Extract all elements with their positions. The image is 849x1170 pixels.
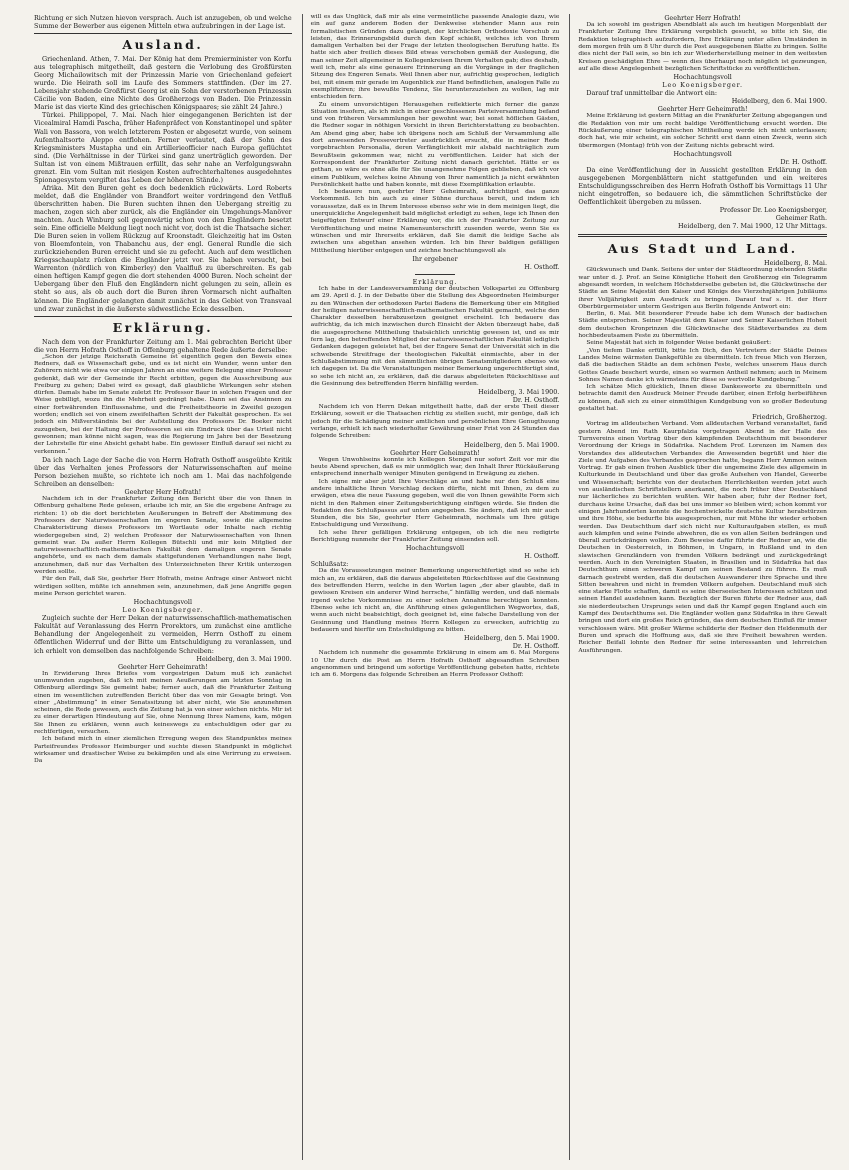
article-paragraph: Leo Koenigsberger. (662, 81, 744, 90)
article-paragraph: Friedrich, Großherzog. (752, 413, 827, 422)
article-paragraph: Schlußsatz: (310, 560, 349, 569)
article-paragraph: Nachdem ich nunmehr die gesammte Erklärung in einem am 6. Mai Morgens 10 Uhr durch die Post an Herrn Hofrath Osthoff abgesandten Schreiben angenommen und bringend um sofortige Veröffentlichung gebeten hatte, richtete ich am 6. Morgens das folgende Schreiben an Herrn Professor Osthoff: (310, 650, 560, 679)
column-2 (302, 14, 560, 1160)
divider-rule (415, 274, 455, 275)
article-paragraph: „Von tiefem Danke erfüllt, bitte Ich Dich, den Vertretern der Städte Deines Landes Meine wärmsten Dankgefühle zu übermitteln. Ich freue Mich von Herzen, daß die badischen Städte an dem schönen Feste, welches unserem Haus durch Gottes Gnade beschert wurde, einen so warmen Antheil nehmen; auch in Meinem Sohnes Namen danke ich wärmstens für diese so wertvolle Kundgebung.“ (578, 347, 827, 383)
article-paragraph: Dr. H. Osthoff. (780, 157, 827, 166)
article-paragraph: Zugleich suchte der Herr Dekan der naturwissenschaftlich-mathematischen Fakultät auf Veranlassung des Herrn Prorektors, um zunächst eine amtliche Behandlung der Angelegenheit zu vermeiden, Herrn Osthoff zu einem öffentlichen Widerruf und der Bitte um Entschuldigung zu veranlassen, und ich erhielt von demselben das nachfolgende Schreiben: (34, 614, 292, 655)
article-paragraph: Ich befand mich in einer ziemlichen Erregung wegen des Standpunktes meines Parteifreundes Professor Heimburger und suchte diesen Standpunkt in möglichst wirksamer und drastischer Weise zu bekämpfen und als eine Verirrung zu erweisen. Da (34, 736, 292, 765)
article-paragraph: „Schon der jetzige Reichsrath Gemeine ist eigentlich gegen den Beweis eines Redners, daß es Wissenschaft gebe, und es ist nicht ein Wunder, wenn unter den Zuhörern nicht wie etwa vor einigen Jahren an eine weitere Belegung einer Professur gedenkt, daß wir der Gemeinde ihr Recht erbitten, gegen die Ausschreibung aus Freiburg zu gehen; Dabei wird es gesagt, daß glaubliche Wirkungen sehr stehen dürfen. Damals habe im Senate zuletzt Hr. Professor Baur in solchen Fragen und der Weise gebilligt, wozu ihn die Mehrheit gedrängt habe. Dann sei das Ansinnen zu einer fortwährenden Einflussnahme, und die Freiheitstheorie in Zweifel gezogen worden; endlich sei von einem zweifelhaften Schritt der Fakultät gesprochen. Es sei jedoch ein Mißverständnis bei der Aufstellung des Professors Dr. Boeker nicht zuzugeben, bei der Haltung der Professoren sei ein Eindruck über das Urteil nicht gewonnen; man könne nicht sagen, was die Regierung im Jahre bei der Besetzung der Lehrstelle für eine Absicht gehabt habe. Ein gewisser Einfluß darauf sei nicht zu verkennen.“ (34, 353, 292, 455)
article-paragraph: Seine Majestät hat sich in folgender Weise bedankt geäußert: (586, 340, 772, 347)
article-paragraph: Vortrag im alldeutschen Verband. Vom alldeutschen Verband veranstaltet, fand gestern Abend im Rath Kaurpfalzia vorgetragen Abend in der Halle des Turnvereins einen Vortrag über den kämpfenden Deutschthum mit besonderer Verordnung der Kriegs in Südafrika. Nachdem Prof. Lorenzen im Namen des Vorstandes des alldeutschen Verbandes die Anwesenden begrüßt und hier die Ziele und Aufgaben des Verbandes gesprochen hatte, begann Herr Ammon seinen Vortrag. Er gab einen frohen Ausblick über die ungemeine Ziele des allgemein in Kulturkunde in Deutschland und über das große Aufsehen von Handel, Gewerbe und Wissenschaft; berichte von der deutschen Herrlichkeiten werden jetzt auch von ausländischen Schriftstellern anerkannt, die noch früher über Deutschland nur lächerliches zu berichten wußten. Wir haben aber, fuhr der Redner fort, durchaus keine Ursache, daß das bei uns immer so bleiben wird; schon kommt vor einigen Jahrhunderten konnte die hochentwickelte deutsche Kultur herabstürzen und ihre Höhe, sie bedurfte bis ausgesprochen, nur mit Mühe ihr wieder erhoben werden. Das Deutschthum darf sich nicht nur Kulturaufgaben stellen, es muß auch kämpfen und seine Feinde abwehren, die es von allen Seiten bedrängen und überall zurückdrängen wollen. Zum Beweise dafür führte der Redner an, wie die Deutschen in Oesterreich, in Böhmen, in Ungarn, in Rußland und in den slawischen Grenzländern von fremden Völkern bedrängt und zurückgedrängt werden. Auch in den Vereinigten Staaten, in Brasilien und in Südafrika hat das Deutschthum einen schweren Kampf um seinen Bestand zu führen. Es muß darnach gestrebt werden, daß die deutschen Auswanderer ihre Sprache und ihre Sitten bewahren und nicht in fremden Völkern aufgehen. Deutschland muß sich eine starke Flotte schaffen, damit es seine überseeischen Interessen schützen und seinen Handel ausdehnen kann. Bezüglich der Buren führte der Redner aus, daß sie niederdeutschen Ursprungs seien und daß ihr Kampf gegen England auch ein Kampf des Deutschthums sei. Die Engländer wollen ganz Südafrika in ihre Gewalt bringen und dort ein großes Reich gründen, das dem deutschen Einfluß für immer verschlossen wäre. Mit großer Wärme schilderte der Redner den Heldenmuth der Buren und sprach die Hoffnung aus, daß sie ihre Freiheit bewahren werden. Reicher Beifall lohnte den Redner für seine interessanten und lehrreichen Ausführungen. (578, 421, 827, 654)
article-paragraph: H. Osthoff. (524, 552, 560, 561)
article-paragraph: Geehrter Herr Geheimrath! (117, 662, 208, 671)
section-heading: Aus Stadt und Land. (607, 241, 798, 257)
article-paragraph: Ich sehe Ihrer gefälligen Erklärung entgegen, ob ich die neu redigirte Berichtigung nunmehr der Frankfurter Zeitung einsenden soll. (310, 529, 560, 544)
article-paragraph: Wegen Unwohlseins konnte ich Kollegen Stengel nur sofort Zeit vor mir die heute Abend sprechen, daß es mir unmöglich war, den Inhalt Ihrer Rückäußerung entsprechend innerhalb weniger Minuten genügend in Erwägung zu ziehen. (310, 456, 560, 478)
article-paragraph: Nachdem ich in der Frankfurter Zeitung den Bericht über die von Ihnen in Offenburg gehaltene Rede gelesen, erlaube ich mir, an Sie die ergebene Anfrage zu richten: 1) ob die dort berichteten Aeußerungen in Betreff der Abstimmung des Professors der Naturwissenschaften im engeren Senate, sowie die allgemeine Charakteristirung dieses Professors im Wortlaute oder Inhalte nach richtig wiedergegeben sind, 2) welchen Professor der Naturwissenschaften von Ihnen gemeint war. Da außer Herrn Kollegen Bütschli und mir kein Mitglied der naturwissenschaftlich-mathematischen Fakultät dem damaligen engeren Senate angehörte, und es nach dem damals stattgefundenen Verhandlungen nahe liegt, anzunehmen, daß nur das Verhalten des Unterzeichneten Ihrer Kritik unterzogen werden sollte. (34, 496, 292, 576)
column-container (34, 14, 827, 1160)
article-paragraph: Hochachtungsvoll (673, 149, 732, 158)
article-paragraph: Ich eigne mir aber jetzt Ihre Vorschläge an und habe nur den Schluß eine andere inhaltliche Ihren Vorschlag decken dürfte, nicht mit Ihnen, zu dem zu erwägen, etwa die neue Fassung gegeben, weil die von Ihnen gewählte Form sich nicht in den Rahmen einer Zeitungsberichtigung einfügen würde. Sie finden die Redaktion des Schlußpassus auf unten angegeben. Sie ändern, daß ich mir auch Stunden, die bis Sie, geehrter Herr Geheimrath, nochmals um Ihre gütige Entschuldigung und Verzeihung. (310, 478, 560, 529)
article-paragraph: Dr. H. Osthoff. (512, 642, 560, 651)
article-paragraph: Geehrter Herr Hofrath! (124, 488, 202, 497)
article-paragraph: Da eine Veröffentlichung der in Aussicht gestellten Erklärung in den ausgegebenen Morgenblättern nicht stattgefunden und ein weiteres Entschuldigungsschreiben des Herrn Hofrath Osthoff bis Vormittags 11 Uhr nicht eingetroffen, so bedauere ich, die sämmtlichen Schriftstücke der Oeffentlichkeit übergeben zu müssen. (578, 165, 827, 207)
article-paragraph: Hochachtungsvoll (133, 598, 192, 607)
column-3 (569, 14, 827, 1160)
article-paragraph: Da ich nach Lage der Sache die von Herrn Hofrath Osthoff ausgeübte Kritik über das Verhalten jenes Professors der Naturwissenschaften auf meine Person beziehen mußte, so richtete ich noch am 1. Mai das nachfolgende Schreiben an denselben: (34, 455, 292, 488)
article-paragraph: Nachdem ich von Herrn Dekan mitgetheilt hatte, daß der erste Theil dieser Erklärung, soweit er die Thatsachen richtig zu stellen sucht, mir genüge, daß ich jedoch für die Schädigung meiner amtlichen und persönlichen Ehre Genugthuung verlange, erhielt ich nach wiederholter Gewährung einer Frist von 24 Stunden das folgende Schreiben: (310, 404, 560, 440)
divider-rule (34, 33, 292, 34)
article-paragraph: Erklärung. (412, 277, 458, 286)
article-paragraph: Geehrter Herr Hofrath! (664, 14, 741, 22)
section-heading: Ausland. (122, 37, 204, 53)
article-paragraph: Meine Erklärung ist gestern Mittag an die Frankfurter Zeitung abgegangen und die Redaktion von mir um recht baldige Veröffentlichung ersucht worden. Die Rückäußerung einer telegraphischen Mittheilung werde ich nicht unterlassen; doch hat, wie mir scheint, ein solcher Schritt erst dann einen Zweck, wenn sich übermorgen (Montag) früh von der Zeitung nichts gebracht wird. (578, 113, 827, 149)
article-paragraph: Heidelberg, den 5. Mai 1900. (464, 634, 560, 643)
article-paragraph: Darauf traf unmittelbar die Antwort ein: (586, 89, 718, 98)
article-paragraph: Türkei. Philippopel, 7. Mai. Nach hier eingegangenen Berichten ist der Vicealmiral Hamdi Pascha, früher Hafenpräfect von Konstantinopel und später Wali von Bassora, von welch letzterem Posten er abgesetzt wurde, von seinem Aufenthaltsorte Aleppo entflohen. Ferner verlautet, daß der Sohn des Kriegsministers Mustapha und ein Artillerieofficier nach Europa geflüchtet sind. (Die Verhältnisse in der Türkei sind ganz unerträglich geworden. Der Sultan ist von einem Mißtrauen erfüllt, das sehr nahe an Verfolgungswahn grenzt. Ein vom Sultan mit riesigen Kosten aufrechterhaltenes ausgedehntes Spionagesystem vergiftet das Leben der höheren Stände.) (34, 111, 292, 184)
divider-rule (578, 234, 827, 237)
article-paragraph: Berlin, 6. Mai. Mit besonderer Freude habe ich dem Wunsch der badischen Städte entsprochen. Seiner Majestät dem Kaiser und Seiner Kaiserlichen Hoheit dem deutschen Kronprinzen die Glückwünsche des Städteverbandes zu dem hochbedeutsamen Feste zu übermitteln. (578, 311, 827, 340)
article-paragraph: Nach dem von der Frankfurter Zeitung am 1. Mai gebrachten Bericht über die von Herrn Hofrath Osthoff in Offenburg gehaltene Rede äußerte derselbe: (34, 337, 292, 354)
article-paragraph: Ich habe in der Landesversammlung der deutschen Volkspartei zu Offenburg am 29. April d. J. in der Debatte über die Stellung des Abgeordneten Heimburger zu den Wünschen der orthodoxen Partei Badens die Bemerkung über ein Mitglied der heiligen naturwissenschaftlich-mathematischen Fakultät gemacht, welche den Charakter desselben herabzusetzen geeignet erscheint. Ich bedauere das aufrichtig, da ich mich inzwischen durch Einsicht der Akten überzeugt habe, daß die ausgesprochene Mittheilung thatsächlich unrichtig gewesen ist, und es mir fern lag, den betreffenden Mitglied der naturwissenschaftlichen Fakultät lediglich Gedanken dagegen geleistet hat, bei der Engere Senat der Universität sich in die schwebende Streitfrage der theologischen Fakultät einmischte, aber in der Schlußabstimmung mit den sämmtlichen übrigen Senatsmitgliedern ebenso wie ich dagegen ist. Da die Veranstaltungen meiner Bemerkung ungerechtfertigt sind, so sehe ich nicht an, zu erklären, daß die daraus abgeleiteten Rückschlüsse auf die Gesinnung des betreffenden Herrn hinfällig werden. (310, 285, 560, 387)
article-paragraph: Heidelberg, 8. Mai. (764, 259, 827, 268)
article-paragraph: Leo Koenigsberger. (122, 606, 204, 615)
article-paragraph: In Erwiderung Ihres Briefes vom vorgestrigen Datum muß ich zunächst unumwunden zugeben, daß ich mit meinen Aeußerungen am letzten Sonntag in Offenburg allerdings Sie gemeint habe; ferner auch, daß die Frankfurter Zeitung einen im wesentlichen zutreffenden Bericht über das von mir Gesagte bringt. Von einer „Abstimmung“ in einer Senatssitzung ist aber nicht, wie Sie anzunehmen scheinen, die Rede gewesen, auch die Zeitung hat ja von einer solchen nichts. Mir ist zu einer derartigen Hindeutung auf Sie, ohne Nennung Ihres Namens, kam, mögen Sie Ihnen zu erklären, wenn auch keineswegs zu entschuldigen oder gar zu rechtfertigen, versuchen. (34, 670, 292, 736)
article-paragraph: Afrika. Mit den Buren geht es doch bedenklich rückwärts. Lord Roberts meldet, daß die Engländer von Brandfort weiter vordringend den Vetfluß überschritten haben. Die Buren suchten ihnen den Uebergang streitig zu machen, zogen sich aber zurück, als die Engländer ein Umgehungs-Manöver machten. Auch Winburg soll gegenwärtig schon von den Engländern besetzt sein. Eine officielle Meldung liegt noch nicht vor, doch ist die Thatsache sicher. Die Buren seien in vollem Rückzug auf Kroonstadt. Gleichzeitig hat im Osten von Bloemfontein, von Thabanchu aus, der engl. General Rundle die sich zurückziehenden Buren erreicht und sie zu gefecht. Auch auf dem westlichen Kriegsschauplatz rücken die Engländer jetzt vor. Sie haben versucht, bei Warrenton (nördlich von Kimberley) den Vaalfluß zu überschreiten. Es gab einen heftigen Kampf gegen die dort stehenden 4000 Buren. Noch scheint der Uebergang über den Fluß den Engländern nicht gelungen zu sein, allein es steht so aus, als ob auch dort die Buren ihren Vormarsch nicht aufhalten können. Die Engländer gelangten damit zunächst in das Gebiet von Transvaal und zwar zunächst in die äußerste südwestliche Ecke desselben. (34, 183, 292, 313)
article-paragraph: H. Osthoff. (524, 262, 560, 271)
article-paragraph: Hochachtungsvoll (673, 73, 732, 82)
section-heading: Erklärung. (112, 319, 214, 335)
article-paragraph: Ich bedauere nun, geehrter Herr Geheimrath, aufrichtigst das ganze Vorkommniß. Ich bin auch zu einer Sühne durchaus bereit, und indem ich voraussetze, daß es in Ihrem Interesse ebenso sehr wie in dem meinigen liegt, die unerquickliche Angelegenheit bald möglichst erledigt zu sehen, lege ich Ihnen den beigefügten Entwurf einer Erklärung vor, die ich der Frankfurter Zeitung zur Veröffentlichung und meine Namensunterschrift zusenden werde, wenn Sie es wünschen und mir Ihrerseits erklären, daß Sie damit die leidige Sache als zwischen uns abgethan ansehen würden. Ich bin Ihrer baldigen gefälligen Mittheilung hierüber entgegen und zeichne hochachtungsvoll als (310, 189, 560, 254)
article-paragraph: Geheimer Rath. (775, 214, 827, 223)
article-paragraph: will es das Unglück, daß mir als eine vermeintliche passende Analogie dazu, wie ein auf ganz anderem Boden der Denkweise stehender Mann aus rein formalistischen Gründen dazu gelangt, der kirchlichen Orthodoxie Vorschub zu leisten, das Erinnerungsbild durch den Kopf schießt, welches ich von Ihrem damaligen Verhalten bei der Frage der letzten theologischen Berufung hatte. Es hatte sich aber freilich dieses Bild etwas verschoben gemäß der Auslegung, die man seiner Zeit allgemeiner in Kollegenkreisen Ihrem Verhalten gab; dies deshalb, weil ich, mehr als eine genauere Erinnerung an die Vorgänge in der fraglichen Sitzung des Engeren Senats. Weil Ihnen aber nur, aufrichtig gesprochen, lediglich bei, mit einem mir gerade im Augenblick zur Hand befindlichen, analogen Falle zu exemplifiziren; ihre bewußte Tendenz, Sie herunterzuziehen zu wollen, lag mir entschieden fern. (310, 14, 560, 101)
article-paragraph: Da ich sowohl im gestrigen Abendblatt als auch im heutigen Morgenblatt der Frankfurter Zeitung Ihre Erklärung vergeblich gesucht, so bitte ich Sie, die Redaktion telegraphisch aufzufordern, Ihre Erklärung unter allen Umständen in dem morgen früh um 8 Uhr durch die Post ausgegebenen Blatte zu bringen. Sollte dies nicht der Fall sein, so bin ich zur Wiederherstellung meiner in den weitesten Kreisen geschädigten Ehre — wenn dies überhaupt noch möglich ist gezwungen, auf alle diese Angelegenheit bezüglichen Schriftstücke zu veröffentlichen. (578, 22, 827, 72)
article-paragraph: Geehrter Herr Geheimrath! (390, 448, 480, 457)
article-paragraph: Richtung er sich Nutzen hievon versprach. Auch ist anzugeben, ob und welche Summe der Bewerber aus eigenen Mitteln etwa aufzubringen in der Lage ist. (34, 14, 292, 31)
article-paragraph: Glückwunsch und Dank. Seitens der unter der Städteordnung stehenden Städte war unter d. J. Prof. an Seine Königliche Hoheit den Großherzog ein Telegramm abgesandt worden, in welchem Höchstderselbe gebeten ist, die Glückwünsche der Städte an Seine Majestät den Kaiser und Königs des Vierzehnjährigen Jubiläums ihrer Volljährigkeit zum Ausdruck zu bringen. Darauf traf s. H. der Herr Oberbürgermeister unterm Gestrigen aus Berlin folgende Antwort ein: (578, 267, 827, 310)
article-paragraph: Geehrter Herr Geheimrath! (657, 105, 748, 114)
column-1 (34, 14, 292, 1160)
article-paragraph: Ihr ergebener (412, 254, 458, 263)
article-paragraph: Professor Dr. Leo Koenigsberger, (719, 206, 827, 215)
article-paragraph: Zu einem unvorsichtigen Herausgehen reflektierte mich ferner die ganze Situation insofern, als ich mich in einer geschlossenen Parteiversammlung befand und von früheren Versammlungen her gewohnt war, bei sonst höflichen Gästen, die Redner sogar in nöthigen Vorsicht in ihren Berichterstattung zu beobachten. Am Abend ging aber, habe ich übrigens noch am Schluß der Versammlung alle dort anwesenden Pressevertreter ausdrücklich ersucht, die in meiner Rede vorgebrachten Personalia, deren Verfänglichkeit mir alsbald nachträglich zum Bewußtsein gekommen war, nicht zu veröffentlichen. Leider hat sich der Korrespondent der Frankfurter Zeitung nicht danach gerichtet. Hätte er es gethan, so wäre es ohne alle für Sie unangenehme Folgen geblieben, daß ich vor einem Publikum, welches keine Ahnung von Ihrer namentlich ja nicht erwähnten Persönlichkeit hatte und haben konnte, mit diese Exemplifikation erlaubte. (310, 101, 560, 188)
article-paragraph: Heidelberg, den 5. Mai 1900. (464, 440, 560, 449)
article-paragraph: Heidelberg, den 3. Mai 1900. (196, 654, 292, 663)
article-paragraph: Für den Fall, daß Sie, geehrter Herr Hofrath, meine Anfrage einer Antwort nicht würdigen sollten, müßte ich annehmen sein, anzunehmen, daß jene Angriffe gegen meine Person gerichtet waren. (34, 576, 292, 597)
article-paragraph: Heidelberg, den 7. Mai 1900, 12 Uhr Mittags. (677, 222, 827, 231)
article-paragraph: Heidelberg, 3. Mai 1900. (478, 388, 560, 397)
article-paragraph: Hochachtungsvoll (405, 544, 465, 553)
article-paragraph: Dr. H. Osthoff. (512, 396, 560, 405)
article-paragraph: Ich schätze Mich glücklich, Ihnen diese Dankesworte zu übermitteln und betrachte damit den Ausdruck Meiner Freude darüber, einen Erfolg herbeiführen zu können, daß sich zu einer einmüthigen Kundgebung von so großer Bedeutung gestaltet hat. (578, 384, 827, 412)
article-paragraph: Griechenland. Athen, 7. Mai. Der König hat dem Premierminister von Korfu aus telegraphisch mitgetheilt, daß gestern die Verlobung des Großfürsten Georg Michailowitsch mit der Prinzessin Marie von Griechenland gefeiert wurde. Die Heirath soll im Laufe des Sommers stattfinden. (Der im 27. Lebensjahr stehende Großfürst Georg ist ein Sohn der verstorbenen Prinzessin Cäcilie von Baden, eine Nichte des Großherzogs von Baden. Die Prinzessin Marie ist das vierte Kind des griechischen Königspaares; sie zählt 24 Jahre.) (34, 55, 292, 112)
divider-rule (34, 316, 292, 317)
article-paragraph: Heidelberg, den 6. Mai 1900. (731, 97, 827, 106)
article-paragraph: Da die Voraussetzungen meiner Bemerkung ungerechtfertigt sind so sehe ich mich an, zu erklären, daß die daraus abgeleiteten Rückschlüsse auf die Gesinnung des betreffenden Herrn, welche in den Worten lagen „der aber glaubte, daß in gewissen Kreisen ein anderer Wind herrsche,“ hinfällig werden, und daß niemals irgend welche Vorkommnisse zu einer solchen Annahme berechtigen konnten. Ebenso sehe ich nicht an, die Anführung eines gelegentlichen Wegwortes, daß, wenn auch nicht beabsichtigt, doch geeignet ist, eine falsche Darstellung von der Gesinnung und Handlung meines Herrn Kollegen zu erwecken, aufrichtig zu bedauern und hierfür um Entschuldigung zu bitten. (310, 568, 560, 633)
